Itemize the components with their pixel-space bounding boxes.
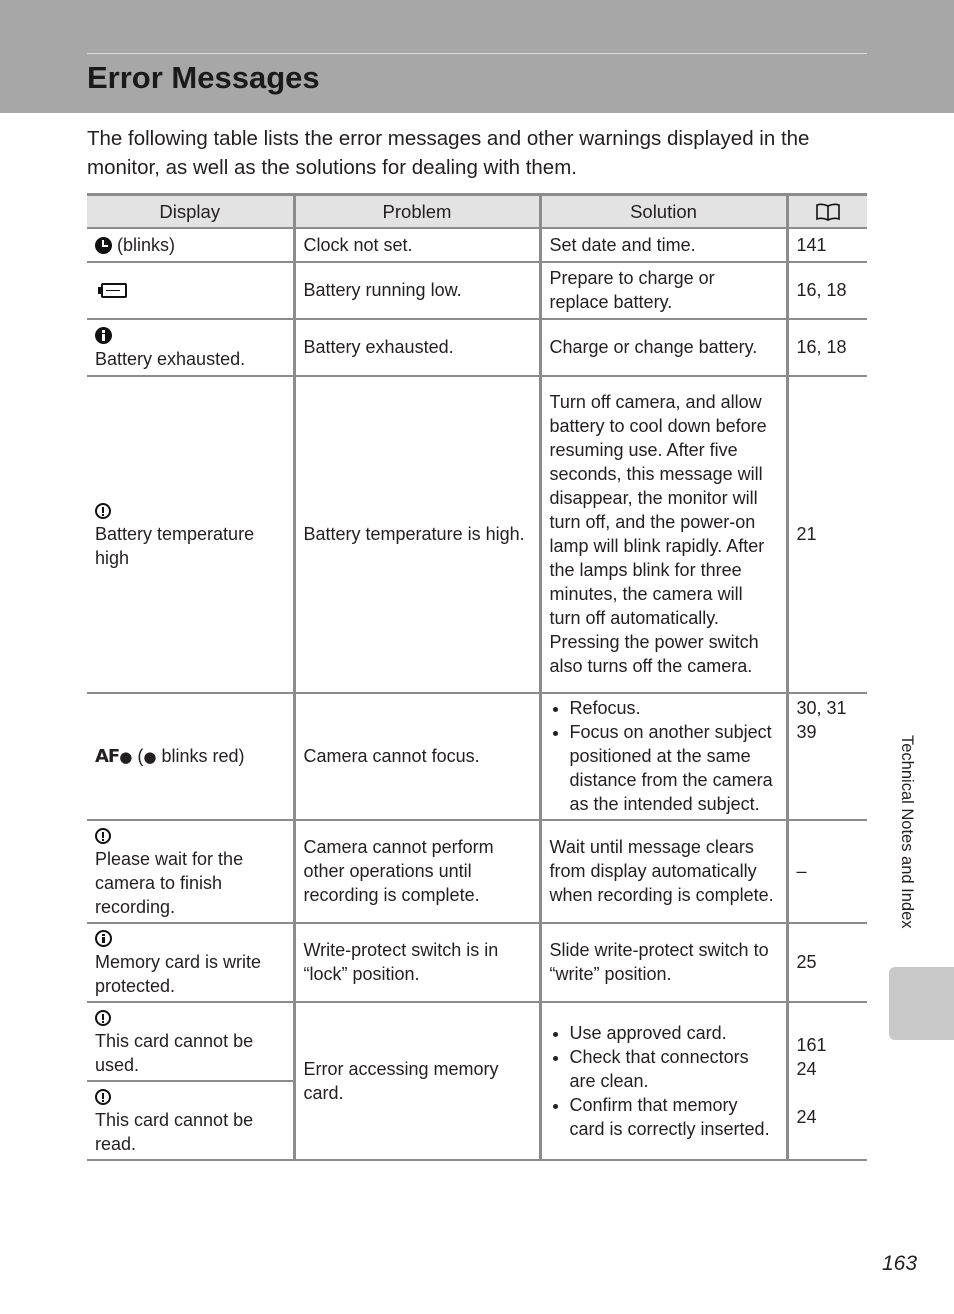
intro-paragraph: The following table lists the error messages and other warnings displayed in the monitor, as well as the solutions for dealing with them. (87, 127, 810, 179)
reference-cell: – (787, 820, 867, 923)
reference-value: 161 (796, 1034, 827, 1055)
clock-icon (95, 237, 112, 254)
reference-cell (787, 1002, 867, 1160)
problem-cell: Clock not set. (294, 228, 540, 262)
header-solution: Solution (540, 195, 787, 229)
solution-cell (540, 693, 787, 820)
display-text: Please wait for the camera to finish recording. (95, 849, 244, 917)
display-text: This card cannot be read. (95, 1110, 254, 1154)
warning-icon (95, 828, 111, 844)
solution-cell: Prepare to charge or replace battery. (540, 262, 787, 319)
solution-cell: Turn off camera, and allow battery to cool down before resuming use. After five seconds, this message will disappear, the monitor will turn off, and the power-on lamp will blink rapidly. After the lamps blink for three minutes, the camera will turn off automatically. Pressing the power switch also turns off the camera. (540, 376, 787, 693)
table-row (87, 693, 867, 820)
reference-value: 24 (796, 1106, 817, 1127)
reference-cell: 25 (787, 923, 867, 1002)
display-text: blinks red) (161, 745, 245, 766)
problem-cell: Error accessing memory card. (294, 1002, 540, 1160)
problem-cell: Battery temperature is high. (294, 376, 540, 693)
display-cell (87, 1002, 294, 1081)
solution-cell (540, 1002, 787, 1160)
header-display: Display (87, 195, 294, 229)
problem-cell: Battery running low. (294, 262, 540, 319)
book-reference-icon (815, 203, 841, 221)
table-header-row (87, 195, 867, 229)
list-item: • Check that connectors are clean. (570, 1045, 778, 1093)
table-row (87, 1002, 867, 1081)
list-item: • Confirm that memory card is correctly inserted. (570, 1093, 778, 1141)
solution-cell: Wait until message clears from display automatically when recording is complete. (540, 820, 787, 923)
table-row (87, 228, 867, 262)
battery-low-icon (101, 283, 127, 298)
page-number: 163 (882, 1252, 918, 1275)
solution-cell: Slide write-protect switch to “write” position. (540, 923, 787, 1002)
page-title: Error Messages (87, 60, 320, 95)
section-thumb-tab (889, 967, 954, 1040)
reference-spacer (797, 1081, 860, 1105)
display-cell (87, 376, 294, 693)
display-open-paren: ( (137, 745, 144, 766)
problem-cell: Camera cannot focus. (294, 693, 540, 820)
display-cell (87, 319, 294, 376)
focus-indicator-dot: ● (143, 747, 157, 766)
header-band (0, 0, 954, 113)
solution-list (550, 1021, 778, 1141)
display-cell (87, 820, 294, 923)
display-text: This card cannot be used. (95, 1031, 254, 1075)
reference-cell: 16, 18 (787, 319, 867, 376)
table-row (87, 319, 867, 376)
reference-value: 24 (796, 1058, 817, 1079)
solution-cell: Charge or change battery. (540, 319, 787, 376)
solution-list (550, 696, 778, 816)
header-reference (787, 195, 867, 229)
solution-cell: Set date and time. (540, 228, 787, 262)
header-rule (87, 53, 867, 54)
display-text: Battery exhausted. (95, 349, 246, 369)
table-row (87, 262, 867, 319)
problem-cell: Write-protect switch is in “lock” position. (294, 923, 540, 1002)
display-cell (87, 262, 294, 319)
section-side-label: Technical Notes and Index (898, 735, 916, 929)
display-cell (87, 923, 294, 1002)
reference-cell: 21 (787, 376, 867, 693)
display-text: Memory card is write protected. (95, 952, 262, 996)
list-item: • Focus on another subject positioned at the same distance from the camera as the intended subject. (570, 720, 778, 816)
list-item: • Refocus. (570, 696, 778, 720)
table-row (87, 923, 867, 1002)
table-row (87, 376, 867, 693)
list-item: • Use approved card. (570, 1021, 778, 1045)
table-row (87, 820, 867, 923)
warning-icon (95, 1010, 111, 1026)
af-icon: AF (95, 745, 120, 767)
reference-cell: 16, 18 (787, 262, 867, 319)
warning-icon (95, 1089, 111, 1105)
reference-cell: 141 (787, 228, 867, 262)
display-cell (87, 1081, 294, 1160)
problem-cell: Camera cannot perform other operations until recording is complete. (294, 820, 540, 923)
display-text: Battery temperature high (95, 524, 255, 568)
display-text: (blinks) (117, 234, 176, 255)
problem-cell: Battery exhausted. (294, 319, 540, 376)
info-outline-icon (95, 930, 112, 947)
reference-value: 39 (796, 722, 817, 742)
warning-icon (95, 503, 111, 519)
display-cell (87, 693, 294, 820)
header-problem: Problem (294, 195, 540, 229)
focus-indicator-dot: ● (119, 747, 133, 766)
reference-value: 30, 31 (796, 698, 847, 718)
info-icon (95, 327, 112, 344)
error-messages-table (87, 193, 867, 1161)
reference-cell (787, 693, 867, 820)
display-cell (87, 228, 294, 262)
